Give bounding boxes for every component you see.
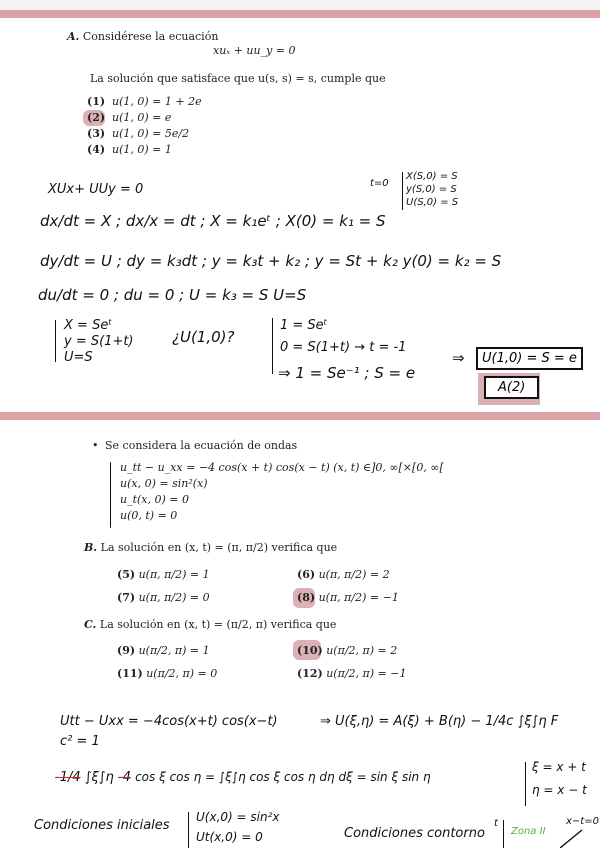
option bbox=[117, 591, 210, 604]
line-label: x−t=0 bbox=[566, 816, 599, 827]
option-text: u(π, π/2) = 0 bbox=[138, 591, 210, 604]
note-solve: 1 = Seᵗ bbox=[280, 318, 328, 333]
wave-eq: u(x, 0) = sin²(x) bbox=[120, 477, 208, 490]
option-text: u(π, π/2) = 2 bbox=[318, 568, 390, 581]
result-box: U(1,0) = S = e bbox=[476, 347, 583, 370]
prompt: La solución que satisface que u(s, s) = s, cumple que bbox=[90, 72, 386, 85]
brace bbox=[188, 812, 189, 848]
diagonal-line bbox=[560, 826, 586, 848]
struck-text: -1/4 bbox=[55, 770, 81, 785]
note-pde: XUx+ UUy = 0 bbox=[48, 182, 144, 197]
note-line: Utt − Uxx = −4cos(x+t) cos(x−t) bbox=[60, 714, 278, 729]
note-initial: Ut(x,0) = 0 bbox=[196, 830, 263, 844]
option bbox=[117, 667, 217, 680]
note-question: ¿U(1,0)? bbox=[172, 328, 235, 346]
section-letter: A. bbox=[67, 30, 80, 43]
option-num: (2) bbox=[87, 111, 106, 124]
prompt: La solución en (x, t) = (π, π/2) verifica que bbox=[100, 541, 338, 554]
brace bbox=[55, 320, 56, 362]
note-c2: c² = 1 bbox=[60, 734, 100, 749]
option-num: (3) bbox=[87, 127, 106, 140]
option-num: (8) bbox=[297, 591, 316, 604]
note-initial: y(S,0) = S bbox=[406, 184, 457, 195]
note-var: ξ = x + t bbox=[532, 760, 586, 774]
option-num: (10) bbox=[297, 644, 323, 657]
note-system: U=S bbox=[64, 350, 93, 365]
page-separator-middle bbox=[0, 412, 600, 420]
note-line: dx/dt = X ; dx/x = dt ; X = k₁eᵗ ; X(0) = k₁ = S bbox=[40, 212, 386, 230]
option-num: (4) bbox=[87, 143, 106, 156]
option-text: u(π, π/2) = 1 bbox=[138, 568, 210, 581]
integral-text: ∫ξ∫η bbox=[84, 770, 114, 785]
note-initial: U(x,0) = sin²x bbox=[196, 810, 280, 824]
note-initial: X(S,0) = S bbox=[406, 171, 458, 182]
note-line bbox=[55, 770, 431, 785]
option bbox=[297, 591, 399, 604]
section-letter: C. bbox=[84, 618, 97, 631]
section-b-heading bbox=[84, 541, 337, 554]
wave-intro: Se considera la ecuación de ondas bbox=[105, 439, 298, 452]
boundary-label: Condiciones contorno bbox=[344, 826, 485, 841]
note-var: η = x − t bbox=[532, 783, 587, 797]
brace bbox=[110, 462, 111, 528]
option-num: (1) bbox=[87, 95, 106, 108]
section-letter: B. bbox=[84, 541, 98, 554]
wave-eq: u_tt − u_xx = −4 cos(x + t) cos(x − t) (x, t) ∈]0, ∞[×[0, ∞[ bbox=[120, 461, 444, 474]
brace bbox=[272, 318, 273, 374]
answer-box: A(2) bbox=[484, 376, 539, 399]
section-c-heading bbox=[84, 618, 336, 631]
option bbox=[117, 644, 210, 657]
option-num: (9) bbox=[117, 644, 136, 657]
note-line: dy/dt = U ; dy = k₃dt ; y = k₃t + k₂ ; y = St + k₂ y(0) = k₂ = S bbox=[40, 252, 502, 270]
option-text: u(1, 0) = 1 bbox=[112, 143, 172, 156]
note-line: ⇒ U(ξ,η) = A(ξ) + B(η) − 1/4c ∫ξ∫η F bbox=[320, 714, 559, 729]
page-separator-top bbox=[0, 10, 600, 18]
option-num: (5) bbox=[117, 568, 136, 581]
zone-label: Zona II bbox=[511, 826, 546, 837]
integral-result: cos ξ cos η = ∫ξ∫η cos ξ cos η dη dξ = sin ξ sin η bbox=[135, 770, 431, 784]
note-system: X = Seᵗ bbox=[64, 318, 113, 333]
equation: xuₓ + uu_y = 0 bbox=[213, 44, 296, 57]
option-text: u(π, π/2) = −1 bbox=[318, 591, 399, 604]
option-num: (11) bbox=[117, 667, 143, 680]
note-t0: t=0 bbox=[370, 178, 389, 189]
axis-t: t bbox=[494, 818, 498, 829]
brace bbox=[402, 172, 403, 210]
option-num: (7) bbox=[117, 591, 136, 604]
option-num: (12) bbox=[297, 667, 323, 680]
option-text: u(1, 0) = e bbox=[112, 111, 172, 124]
option bbox=[297, 667, 406, 680]
option bbox=[117, 568, 210, 581]
note-solve: 0 = S(1+t) → t = -1 bbox=[280, 340, 407, 355]
implies-arrow: ⇒ bbox=[452, 349, 465, 367]
option-text: u(π/2, π) = 1 bbox=[138, 644, 210, 657]
option-text: u(π/2, π) = 0 bbox=[146, 667, 218, 680]
wave-eq: u(0, t) = 0 bbox=[120, 509, 178, 522]
note-initial: U(S,0) = S bbox=[406, 197, 459, 208]
option-text: u(1, 0) = 5e/2 bbox=[112, 127, 190, 140]
note-system: y = S(1+t) bbox=[64, 334, 134, 349]
option-text: u(π/2, π) = −1 bbox=[326, 667, 407, 680]
section-a-heading bbox=[67, 30, 218, 43]
brace bbox=[525, 762, 526, 806]
t-axis bbox=[503, 820, 504, 848]
option-text: u(1, 0) = 1 + 2e bbox=[112, 95, 202, 108]
prompt: La solución en (x, t) = (π/2, π) verifica que bbox=[99, 618, 337, 631]
heading-text: Considérese la ecuación bbox=[82, 30, 219, 43]
note-line: du/dt = 0 ; du = 0 ; U = k₃ = S U=S bbox=[38, 286, 307, 304]
struck-text: -4 bbox=[117, 770, 131, 785]
option bbox=[297, 644, 397, 657]
option bbox=[297, 568, 390, 581]
option-text: u(π/2, π) = 2 bbox=[326, 644, 398, 657]
note-solve: ⇒ 1 = Se⁻¹ ; S = e bbox=[278, 364, 416, 382]
initial-label: Condiciones iniciales bbox=[34, 818, 170, 833]
option-num: (6) bbox=[297, 568, 316, 581]
bullet-icon: • bbox=[92, 439, 99, 452]
wave-eq: u_t(x, 0) = 0 bbox=[120, 493, 189, 506]
